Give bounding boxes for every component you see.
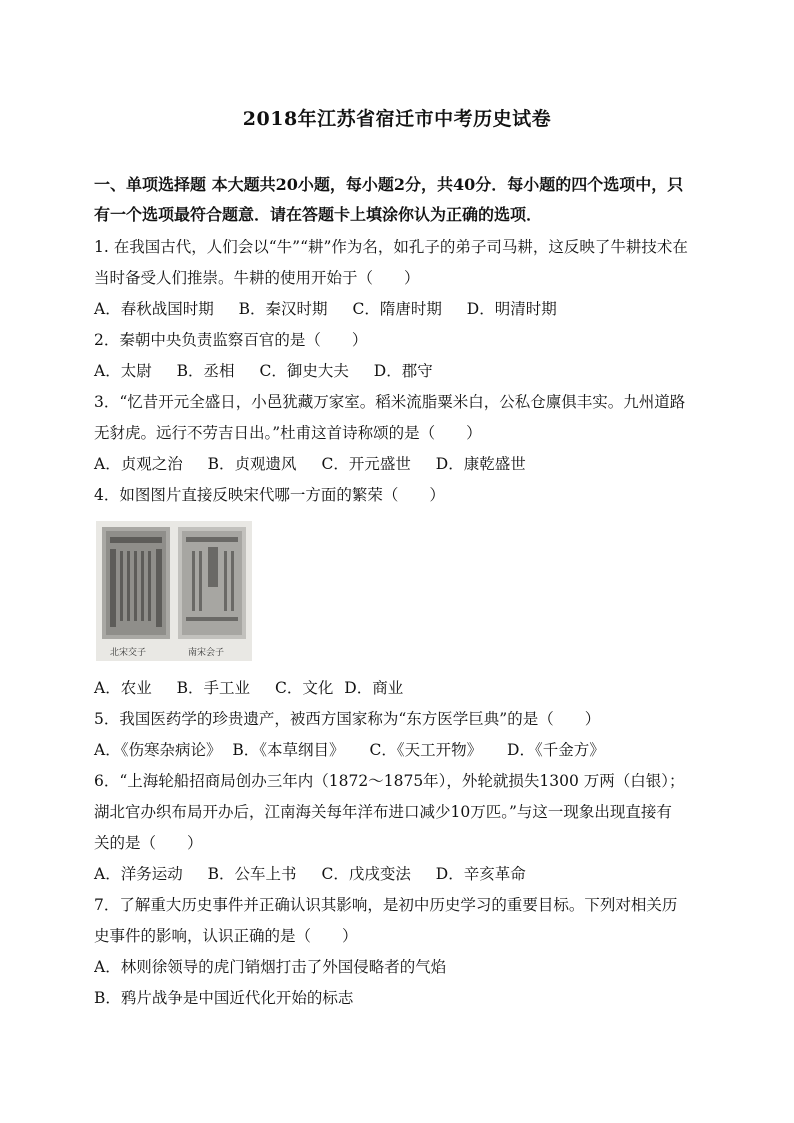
question-text: 7．了解重大历史事件并正确认识其影响，是初中历史学习的重要目标。下列对相关历 xyxy=(94,896,678,914)
question-text: 湖北官办织布局开办后，江南海关每年洋布进口减少10万匹。”与这一现象出现直接有 xyxy=(94,803,672,821)
option-b: B．手工业 xyxy=(176,679,251,697)
question-text: 3．“忆昔开元全盛日，小邑犹藏万家室。稻米流脂粟米白，公私仓廪俱丰实。九州道路 xyxy=(94,393,686,411)
option-a: A．农业 xyxy=(94,679,152,697)
option-b: B．公车上书 xyxy=(207,865,297,883)
question-2 xyxy=(94,325,706,387)
section-line: 有一个选项最符合题意．请在答题卡上填涂你认为正确的选项． xyxy=(94,205,543,224)
question-5 xyxy=(94,704,706,766)
question-options xyxy=(94,673,706,704)
option-c: C．开元盛世 xyxy=(321,455,411,473)
paper-money-figure xyxy=(96,521,252,661)
section-instructions xyxy=(94,170,706,230)
figure-caption-right: 南宋会子 xyxy=(188,648,225,658)
section-line: 一、单项选择题 本大题共20小题，每小题2分，共40分．每小题的四个选项中，只 xyxy=(94,175,684,194)
exam-content xyxy=(94,170,706,1014)
option-c: C．文化 xyxy=(274,679,334,697)
question-3 xyxy=(94,387,706,480)
question-1 xyxy=(94,232,706,325)
question-text: 6．“上海轮船招商局创办三年内（1872～1875年），外轮就损失1300 万两（白银）； xyxy=(94,772,685,790)
page-title: 2018年江苏省宿迁市中考历史试卷 xyxy=(242,108,552,130)
question-options xyxy=(94,859,706,890)
question-text: 无豺虎。远行不劳吉日出。”杜甫这首诗称颂的是（ ） xyxy=(94,424,482,442)
option-a: A．《伤寒杂病论》 xyxy=(94,741,222,759)
option-a: A．洋务运动 xyxy=(94,865,183,883)
option-d: D．明清时期 xyxy=(466,300,557,318)
option-c: C．戊戌变法 xyxy=(321,865,411,883)
question-options xyxy=(94,356,706,387)
option-c: C．御史大夫 xyxy=(259,362,349,380)
question-text: 史事件的影响，认识正确的是（ ） xyxy=(94,927,358,945)
question-text: 1. 在我国古代，人们会以“牛”“耕”作为名，如孔子的弟子司马耕，这反映了牛耕技术在 xyxy=(94,238,688,256)
option-b: B．丞相 xyxy=(176,362,235,380)
paper-money-image xyxy=(96,521,252,661)
question-6 xyxy=(94,766,706,890)
question-text: 关的是（ ） xyxy=(94,834,203,852)
question-4 xyxy=(94,480,706,704)
option-a: A．春秋战国时期 xyxy=(94,300,214,318)
question-text: 当时备受人们推崇。牛耕的使用开始于（ ） xyxy=(94,269,420,287)
question-options xyxy=(94,735,706,766)
question-options xyxy=(94,449,706,480)
option-b: B．《本草纲目》 xyxy=(232,741,345,759)
option-b: B．秦汉时期 xyxy=(238,300,328,318)
question-text: 4．如图图片直接反映宋代哪一方面的繁荣（ ） xyxy=(94,486,445,504)
option-c: C．隋唐时期 xyxy=(352,300,442,318)
option-d: D．辛亥革命 xyxy=(435,865,526,883)
question-text: 5．我国医药学的珍贵遗产，被西方国家称为“东方医学巨典”的是（ ） xyxy=(94,710,601,728)
option-d: D．郡守 xyxy=(373,362,433,380)
option-a: A．太尉 xyxy=(94,362,152,380)
question-options xyxy=(94,294,706,325)
question-7 xyxy=(94,890,706,1014)
option-b: B．贞观遗风 xyxy=(207,455,297,473)
option-d: D．商业 xyxy=(344,679,404,697)
option-b: B．鸦片战争是中国近代化开始的标志 xyxy=(94,989,354,1007)
question-text: 2．秦朝中央负责监察百官的是（ ） xyxy=(94,331,368,349)
option-a: A．贞观之治 xyxy=(94,455,183,473)
option-a: A．林则徐领导的虎门销烟打击了外国侵略者的气焰 xyxy=(94,958,447,976)
option-d: D．《千金方》 xyxy=(507,741,605,759)
figure-caption-left: 北宋交子 xyxy=(110,648,147,658)
option-c: C．《天工开物》 xyxy=(369,741,483,759)
option-d: D．康乾盛世 xyxy=(435,455,526,473)
